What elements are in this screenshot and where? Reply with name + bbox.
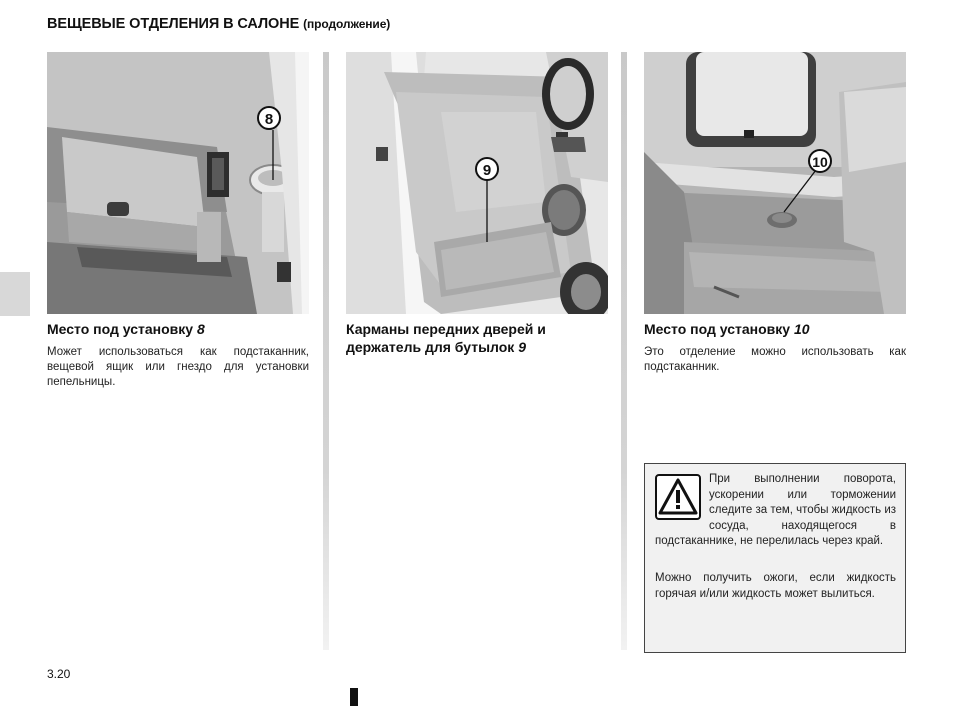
page-title [47,16,390,32]
icon-spacer [655,472,709,522]
dashboard-illustration [47,52,309,314]
caption-text: Место под установку [47,321,197,337]
warning-paragraph-2: Можно получить ожоги, если жидкость горячая и/или жидкость может вылиться. [655,572,896,600]
seat-illustration [644,52,906,314]
photo-dashboard-cupholder [47,52,309,314]
photo-front-door-pocket [346,52,608,314]
description-location-8: Может использоваться как подстаканник, вещевой ящик или гнездо для установки пепельницы. [47,346,309,388]
caption-door-pockets [346,320,608,356]
warning-box [644,463,906,653]
photo-rear-seat-cupholder [644,52,906,314]
caption-text: Карманы передних дверей и держатель для бутылок [346,321,546,355]
warning-paragraph-1: При выполнении поворота, ускорении или торможении следите за тем, чтобы жидкость из сосуда, находящегося в подстаканнике, не перелилась через край. [655,473,897,547]
page-number: 3.20 [47,667,71,681]
callout-number: 10 [812,154,828,170]
page-edge-mark [350,688,358,706]
callout-number: 8 [264,111,274,128]
caption-location-10 [644,320,906,338]
column-divider-left [323,52,329,650]
caption-text: Место под установку [644,321,794,337]
section-tab [0,272,30,316]
caption-number: 9 [518,339,526,355]
page-title-main: ВЕЩЕВЫЕ ОТДЕЛЕНИЯ В САЛОНЕ [47,16,300,32]
caption-location-8 [47,320,309,338]
description-location-10: Это отделение можно использовать как подстаканник. [644,346,906,373]
caption-number: 8 [196,321,205,337]
page-title-subtitle: (продолжение) [303,17,391,31]
caption-number: 10 [793,321,810,337]
callout-number: 9 [482,162,492,179]
door-illustration [346,52,608,314]
warning-text-1 [655,472,896,550]
column-divider-right [621,52,627,650]
